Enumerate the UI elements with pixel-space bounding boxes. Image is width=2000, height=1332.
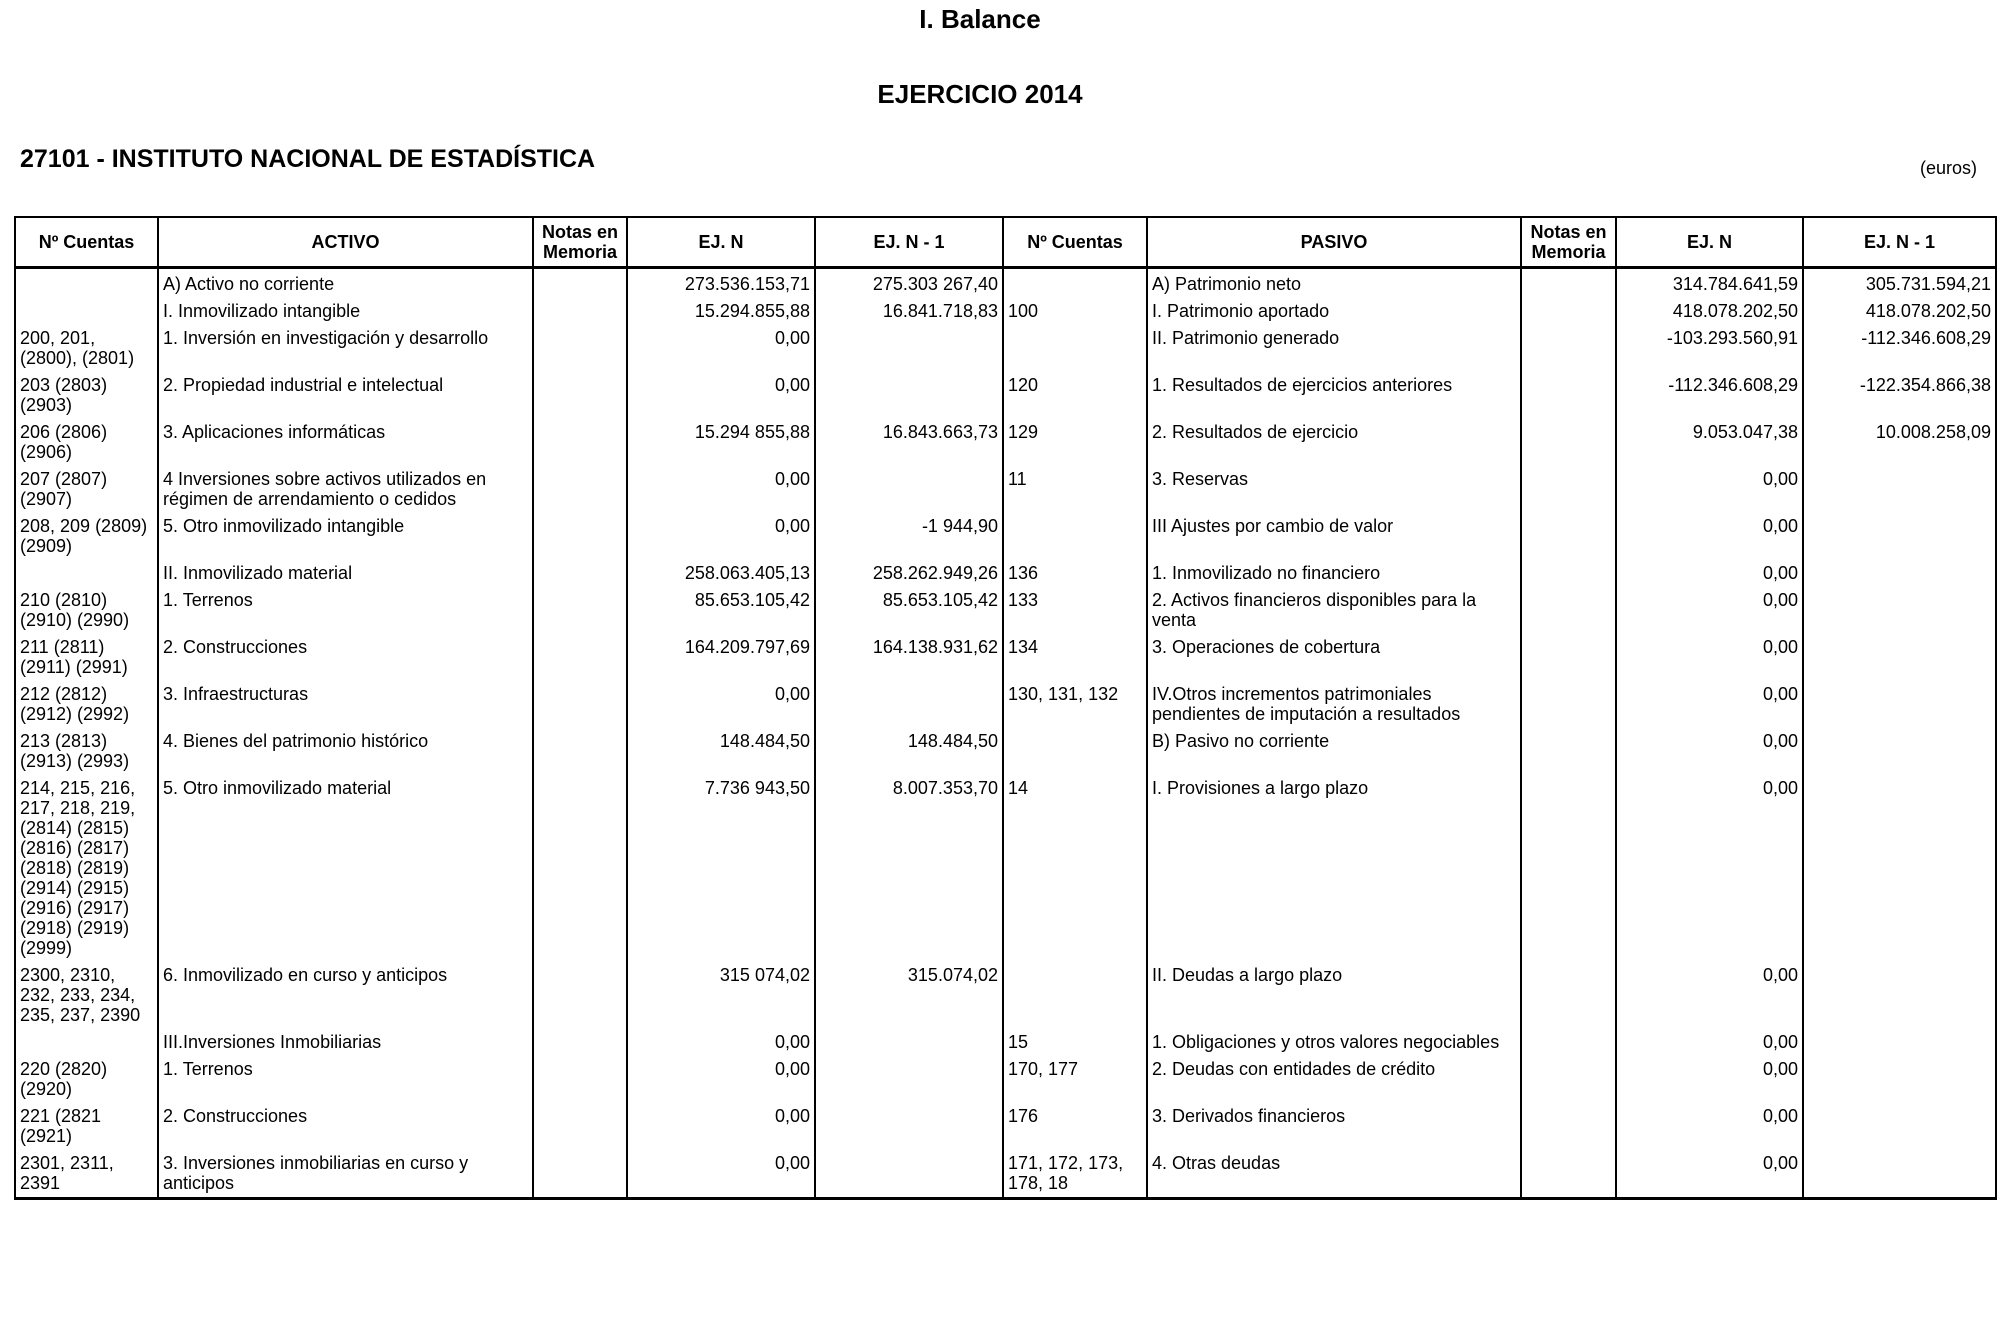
cell-asset-current-year: 0,00	[627, 1103, 815, 1150]
cell-asset-concept: 5. Otro inmovilizado intangible	[158, 513, 533, 560]
table-row	[15, 634, 1996, 681]
cell-account-codes: 2301, 2311, 2391	[15, 1150, 158, 1199]
cell-liability-prior-year: 10.008.258,09	[1803, 419, 1996, 466]
cell-liability-notes	[1521, 298, 1616, 325]
cell-asset-prior-year	[815, 325, 1003, 372]
cell-asset-prior-year: -1 944,90	[815, 513, 1003, 560]
cell-liability-prior-year	[1803, 466, 1996, 513]
cell-liability-current-year: 0,00	[1616, 681, 1803, 728]
cell-asset-notes	[533, 962, 627, 1029]
table-row	[15, 419, 1996, 466]
cell-liability-notes	[1521, 962, 1616, 1029]
cell-liability-concept: II. Patrimonio generado	[1147, 325, 1521, 372]
column-header-asset-current-year: EJ. N	[627, 217, 815, 268]
cell-asset-notes	[533, 1150, 627, 1199]
cell-liability-account-codes: 136	[1003, 560, 1147, 587]
cell-asset-prior-year	[815, 1029, 1003, 1056]
cell-liability-current-year: 0,00	[1616, 1150, 1803, 1199]
cell-asset-concept: 2. Construcciones	[158, 634, 533, 681]
cell-asset-concept: 3. Aplicaciones informáticas	[158, 419, 533, 466]
cell-asset-notes	[533, 728, 627, 775]
table-row	[15, 775, 1996, 962]
cell-account-codes: 2300, 2310, 232, 233, 234, 235, 237, 2390	[15, 962, 158, 1029]
cell-asset-prior-year	[815, 1103, 1003, 1150]
cell-liability-account-codes: 130, 131, 132	[1003, 681, 1147, 728]
cell-liability-account-codes	[1003, 962, 1147, 1029]
cell-liability-notes	[1521, 634, 1616, 681]
cell-account-codes	[15, 298, 158, 325]
cell-asset-concept: A) Activo no corriente	[158, 268, 533, 299]
cell-asset-current-year: 273.536.153,71	[627, 268, 815, 299]
cell-liability-prior-year	[1803, 1029, 1996, 1056]
table-row	[15, 372, 1996, 419]
cell-liability-concept: 1. Obligaciones y otros valores negociables	[1147, 1029, 1521, 1056]
cell-asset-concept: 3. Infraestructuras	[158, 681, 533, 728]
cell-account-codes: 221 (2821 (2921)	[15, 1103, 158, 1150]
cell-liability-current-year: 9.053.047,38	[1616, 419, 1803, 466]
cell-asset-current-year: 0,00	[627, 372, 815, 419]
table-row	[15, 513, 1996, 560]
cell-liability-notes	[1521, 1150, 1616, 1199]
cell-liability-account-codes: 15	[1003, 1029, 1147, 1056]
cell-asset-current-year: 164.209.797,69	[627, 634, 815, 681]
cell-liability-notes	[1521, 1029, 1616, 1056]
cell-liability-notes	[1521, 728, 1616, 775]
cell-asset-current-year: 0,00	[627, 1056, 815, 1103]
cell-asset-prior-year	[815, 372, 1003, 419]
cell-liability-notes	[1521, 681, 1616, 728]
cell-asset-notes	[533, 1056, 627, 1103]
cell-liability-prior-year	[1803, 1150, 1996, 1199]
table-row	[15, 560, 1996, 587]
cell-account-codes: 208, 209 (2809) (2909)	[15, 513, 158, 560]
cell-asset-prior-year: 85.653.105,42	[815, 587, 1003, 634]
table-header-row	[15, 217, 1996, 268]
cell-asset-notes	[533, 560, 627, 587]
cell-asset-concept: 4. Bienes del patrimonio histórico	[158, 728, 533, 775]
cell-liability-concept: IV.Otros incrementos patrimoniales pendientes de imputación a resultados	[1147, 681, 1521, 728]
cell-asset-current-year: 0,00	[627, 466, 815, 513]
table-row	[15, 1056, 1996, 1103]
cell-liability-current-year: 0,00	[1616, 775, 1803, 962]
cell-liability-notes	[1521, 513, 1616, 560]
cell-asset-prior-year	[815, 466, 1003, 513]
cell-asset-prior-year	[815, 1150, 1003, 1199]
cell-liability-current-year: 0,00	[1616, 560, 1803, 587]
cell-liability-current-year: 0,00	[1616, 587, 1803, 634]
cell-liability-concept: 1. Resultados de ejercicios anteriores	[1147, 372, 1521, 419]
cell-liability-concept: 3. Reservas	[1147, 466, 1521, 513]
cell-account-codes	[15, 560, 158, 587]
cell-liability-current-year: -112.346.608,29	[1616, 372, 1803, 419]
cell-liability-current-year: 0,00	[1616, 1056, 1803, 1103]
cell-asset-prior-year: 315.074,02	[815, 962, 1003, 1029]
cell-asset-prior-year: 258.262.949,26	[815, 560, 1003, 587]
cell-liability-account-codes	[1003, 728, 1147, 775]
column-header-asset-prior-year: EJ. N - 1	[815, 217, 1003, 268]
cell-liability-prior-year: -122.354.866,38	[1803, 372, 1996, 419]
cell-asset-notes	[533, 634, 627, 681]
cell-liability-prior-year	[1803, 587, 1996, 634]
cell-asset-notes	[533, 325, 627, 372]
table-row	[15, 325, 1996, 372]
column-header-asset-concept: ACTIVO	[158, 217, 533, 268]
cell-asset-prior-year: 275.303 267,40	[815, 268, 1003, 299]
cell-liability-current-year: 0,00	[1616, 466, 1803, 513]
column-header-liability-concept: PASIVO	[1147, 217, 1521, 268]
cell-liability-account-codes: 120	[1003, 372, 1147, 419]
cell-account-codes: 211 (2811) (2911) (2991)	[15, 634, 158, 681]
cell-asset-concept: 5. Otro inmovilizado material	[158, 775, 533, 962]
cell-account-codes: 203 (2803) (2903)	[15, 372, 158, 419]
cell-liability-prior-year	[1803, 560, 1996, 587]
cell-asset-notes	[533, 775, 627, 962]
cell-liability-current-year: 0,00	[1616, 1029, 1803, 1056]
cell-asset-current-year: 7.736 943,50	[627, 775, 815, 962]
table-row	[15, 298, 1996, 325]
cell-asset-notes	[533, 587, 627, 634]
cell-liability-notes	[1521, 372, 1616, 419]
cell-liability-prior-year	[1803, 775, 1996, 962]
cell-liability-notes	[1521, 325, 1616, 372]
table-row	[15, 1103, 1996, 1150]
cell-liability-prior-year	[1803, 634, 1996, 681]
cell-liability-concept: 2. Deudas con entidades de crédito	[1147, 1056, 1521, 1103]
cell-account-codes	[15, 1029, 158, 1056]
table-row	[15, 962, 1996, 1029]
cell-asset-current-year: 0,00	[627, 681, 815, 728]
cell-liability-concept: 3. Operaciones de cobertura	[1147, 634, 1521, 681]
cell-liability-concept: II. Deudas a largo plazo	[1147, 962, 1521, 1029]
cell-liability-prior-year: 305.731.594,21	[1803, 268, 1996, 299]
cell-liability-concept: I. Provisiones a largo plazo	[1147, 775, 1521, 962]
cell-liability-account-codes	[1003, 513, 1147, 560]
cell-account-codes: 214, 215, 216, 217, 218, 219, (2814) (2815) (2816) (2817) (2818) (2819) (2914) (2915) (2916) (2917) (2918) (2919) (2999)	[15, 775, 158, 962]
cell-asset-current-year: 0,00	[627, 513, 815, 560]
cell-liability-concept: 2. Resultados de ejercicio	[1147, 419, 1521, 466]
fiscal-year-title: EJERCICIO 2014	[877, 79, 1083, 109]
cell-liability-current-year: 0,00	[1616, 513, 1803, 560]
cell-liability-concept: 3. Derivados financieros	[1147, 1103, 1521, 1150]
column-header-asset-notes: Notas en Memoria	[533, 217, 627, 268]
cell-asset-current-year: 148.484,50	[627, 728, 815, 775]
cell-asset-current-year: 15.294 855,88	[627, 419, 815, 466]
cell-asset-notes	[533, 513, 627, 560]
cell-account-codes: 206 (2806) (2906)	[15, 419, 158, 466]
table-row	[15, 1150, 1996, 1199]
cell-account-codes: 207 (2807) (2907)	[15, 466, 158, 513]
column-header-liability-current-year: EJ. N	[1616, 217, 1803, 268]
cell-asset-concept: I. Inmovilizado intangible	[158, 298, 533, 325]
cell-asset-notes	[533, 466, 627, 513]
cell-account-codes	[15, 268, 158, 299]
cell-liability-current-year: 0,00	[1616, 728, 1803, 775]
cell-liability-account-codes: 133	[1003, 587, 1147, 634]
cell-asset-current-year: 85.653.105,42	[627, 587, 815, 634]
cell-asset-concept: II. Inmovilizado material	[158, 560, 533, 587]
cell-liability-notes	[1521, 466, 1616, 513]
cell-asset-concept: 1. Terrenos	[158, 587, 533, 634]
cell-liability-current-year: 418.078.202,50	[1616, 298, 1803, 325]
cell-liability-account-codes: 14	[1003, 775, 1147, 962]
cell-liability-notes	[1521, 560, 1616, 587]
table-row	[15, 466, 1996, 513]
cell-asset-prior-year: 16.841.718,83	[815, 298, 1003, 325]
cell-asset-prior-year: 164.138.931,62	[815, 634, 1003, 681]
cell-liability-notes	[1521, 268, 1616, 299]
cell-asset-prior-year	[815, 1056, 1003, 1103]
cell-liability-notes	[1521, 419, 1616, 466]
cell-liability-concept: III Ajustes por cambio de valor	[1147, 513, 1521, 560]
cell-liability-concept: 1. Inmovilizado no financiero	[1147, 560, 1521, 587]
cell-liability-prior-year	[1803, 513, 1996, 560]
cell-asset-concept: 4 Inversiones sobre activos utilizados en régimen de arrendamiento o cedidos	[158, 466, 533, 513]
cell-liability-current-year: 0,00	[1616, 634, 1803, 681]
report-title: I. Balance	[919, 4, 1041, 34]
cell-account-codes: 212 (2812) (2912) (2992)	[15, 681, 158, 728]
cell-liability-account-codes	[1003, 268, 1147, 299]
cell-liability-prior-year	[1803, 1056, 1996, 1103]
cell-liability-account-codes: 176	[1003, 1103, 1147, 1150]
cell-asset-concept: 1. Inversión en investigación y desarrollo	[158, 325, 533, 372]
cell-liability-concept: I. Patrimonio aportado	[1147, 298, 1521, 325]
cell-asset-concept: 2. Propiedad industrial e intelectual	[158, 372, 533, 419]
balance-table	[14, 216, 1997, 1200]
cell-liability-current-year: 0,00	[1616, 962, 1803, 1029]
cell-asset-prior-year: 16.843.663,73	[815, 419, 1003, 466]
cell-liability-current-year: 314.784.641,59	[1616, 268, 1803, 299]
cell-liability-account-codes: 171, 172, 173, 178, 18	[1003, 1150, 1147, 1199]
cell-asset-current-year: 0,00	[627, 325, 815, 372]
cell-asset-concept: 1. Terrenos	[158, 1056, 533, 1103]
cell-account-codes: 210 (2810) (2910) (2990)	[15, 587, 158, 634]
cell-liability-prior-year: 418.078.202,50	[1803, 298, 1996, 325]
cell-asset-notes	[533, 681, 627, 728]
entity-name: 27101 - INSTITUTO NACIONAL DE ESTADÍSTICA	[20, 145, 596, 173]
cell-liability-account-codes: 100	[1003, 298, 1147, 325]
column-header-liability-notes: Notas en Memoria	[1521, 217, 1616, 268]
cell-liability-current-year: 0,00	[1616, 1103, 1803, 1150]
cell-asset-current-year: 315 074,02	[627, 962, 815, 1029]
cell-asset-notes	[533, 1103, 627, 1150]
cell-liability-notes	[1521, 1056, 1616, 1103]
cell-account-codes: 220 (2820) (2920)	[15, 1056, 158, 1103]
cell-liability-concept: A) Patrimonio neto	[1147, 268, 1521, 299]
cell-asset-concept: 3. Inversiones inmobiliarias en curso y anticipos	[158, 1150, 533, 1199]
table-row	[15, 587, 1996, 634]
cell-asset-notes	[533, 268, 627, 299]
table-row	[15, 1029, 1996, 1056]
cell-asset-current-year: 0,00	[627, 1150, 815, 1199]
cell-liability-prior-year	[1803, 1103, 1996, 1150]
cell-liability-prior-year	[1803, 962, 1996, 1029]
column-header-liability-account-codes: Nº Cuentas	[1003, 217, 1147, 268]
table-row	[15, 681, 1996, 728]
cell-asset-prior-year: 148.484,50	[815, 728, 1003, 775]
cell-liability-concept: 2. Activos financieros disponibles para la venta	[1147, 587, 1521, 634]
cell-liability-current-year: -103.293.560,91	[1616, 325, 1803, 372]
cell-liability-prior-year	[1803, 681, 1996, 728]
cell-asset-current-year: 15.294.855,88	[627, 298, 815, 325]
cell-asset-notes	[533, 298, 627, 325]
cell-asset-concept: III.Inversiones Inmobiliarias	[158, 1029, 533, 1056]
column-header-liability-prior-year: EJ. N - 1	[1803, 217, 1996, 268]
table-row	[15, 728, 1996, 775]
cell-liability-notes	[1521, 775, 1616, 962]
cell-liability-notes	[1521, 587, 1616, 634]
cell-liability-account-codes: 170, 177	[1003, 1056, 1147, 1103]
cell-account-codes: 213 (2813) (2913) (2993)	[15, 728, 158, 775]
currency-unit: (euros)	[1920, 158, 1978, 178]
cell-asset-concept: 2. Construcciones	[158, 1103, 533, 1150]
cell-liability-prior-year	[1803, 728, 1996, 775]
column-header-account-codes: Nº Cuentas	[15, 217, 158, 268]
table-row	[15, 268, 1996, 299]
cell-liability-account-codes: 11	[1003, 466, 1147, 513]
cell-asset-notes	[533, 372, 627, 419]
cell-liability-concept: B) Pasivo no corriente	[1147, 728, 1521, 775]
cell-liability-notes	[1521, 1103, 1616, 1150]
cell-asset-current-year: 258.063.405,13	[627, 560, 815, 587]
cell-liability-prior-year: -112.346.608,29	[1803, 325, 1996, 372]
cell-asset-notes	[533, 1029, 627, 1056]
cell-asset-current-year: 0,00	[627, 1029, 815, 1056]
cell-liability-concept: 4. Otras deudas	[1147, 1150, 1521, 1199]
cell-liability-account-codes: 134	[1003, 634, 1147, 681]
cell-asset-concept: 6. Inmovilizado en curso y anticipos	[158, 962, 533, 1029]
cell-liability-account-codes: 129	[1003, 419, 1147, 466]
cell-asset-prior-year: 8.007.353,70	[815, 775, 1003, 962]
cell-asset-prior-year	[815, 681, 1003, 728]
table-body	[15, 268, 1996, 1199]
cell-liability-account-codes	[1003, 325, 1147, 372]
cell-asset-notes	[533, 419, 627, 466]
cell-account-codes: 200, 201, (2800), (2801)	[15, 325, 158, 372]
